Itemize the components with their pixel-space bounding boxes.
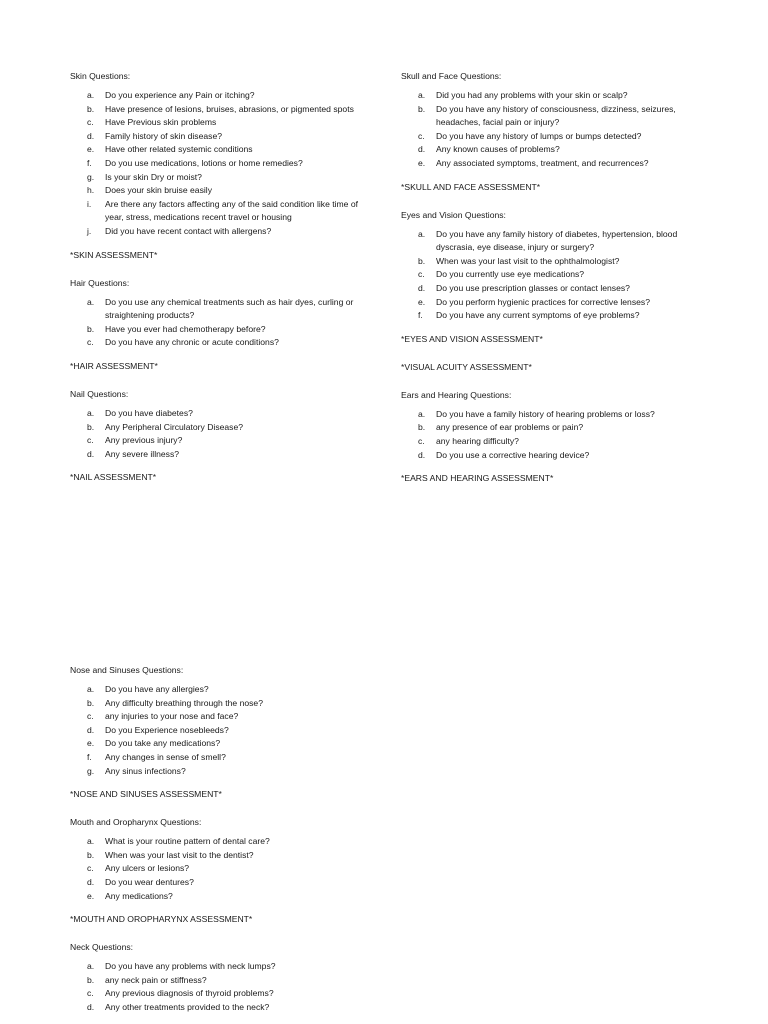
question-marker-text: d.: [87, 130, 95, 141]
question-marker: [70, 198, 105, 225]
question-text: Did you have recent contact with allergens?: [105, 225, 272, 236]
question-list: [401, 89, 691, 171]
question-item: [70, 143, 370, 157]
question-item: [401, 421, 691, 435]
question-marker: [70, 737, 105, 751]
question-text: Do you have any problems with neck lumps?: [105, 961, 276, 972]
question-marker: [70, 296, 105, 323]
right-column-top: [401, 70, 691, 485]
question-marker-text: a.: [87, 684, 95, 694]
question-marker-text: a.: [87, 90, 95, 100]
question-marker-text: b.: [87, 697, 95, 708]
question-marker: [401, 408, 436, 422]
skin-questions-section: [70, 70, 370, 262]
question-text: Any sinus infections?: [105, 765, 186, 776]
question-item: [401, 309, 691, 323]
assessment-label: *EARS AND HEARING ASSESSMENT*: [401, 473, 554, 484]
question-item: [70, 974, 370, 988]
assessment-label: *EYES AND VISION ASSESSMENT*: [401, 333, 543, 344]
question-list: [70, 296, 370, 350]
question-text: When was your last visit to the dentist?: [105, 849, 254, 860]
question-marker-text: d.: [87, 1001, 95, 1012]
question-text: Do you have any chronic or acute conditions?: [105, 337, 279, 348]
question-marker: [70, 157, 105, 171]
question-item: [70, 407, 370, 421]
question-text: Do you perform hygienic practices for corrective lenses?: [436, 296, 650, 307]
question-marker: [70, 421, 105, 435]
question-marker: [401, 449, 436, 463]
question-text: Any severe illness?: [105, 448, 180, 459]
question-text: Do you have any family history of diabetes, hypertension, blood dyscrasia, eye disease, injury or surgery?: [436, 228, 678, 253]
section-heading: Skin Questions:: [70, 71, 131, 81]
question-item: [70, 171, 370, 185]
question-item: [70, 765, 370, 779]
question-marker: [70, 336, 105, 350]
question-marker-text: b.: [87, 974, 95, 985]
question-marker-text: c.: [87, 117, 94, 128]
question-marker: [70, 849, 105, 863]
question-item: [70, 225, 370, 239]
question-text: Do you wear dentures?: [105, 876, 194, 887]
question-marker-text: g.: [87, 171, 95, 182]
question-marker-text: b.: [87, 421, 95, 432]
question-marker: [70, 448, 105, 462]
question-marker-text: g.: [87, 765, 95, 776]
question-item: [70, 198, 370, 225]
question-marker: [70, 765, 105, 779]
question-text: Have other related systemic conditions: [105, 144, 253, 155]
neck-questions-section: [70, 941, 370, 1014]
question-marker-text: a.: [87, 836, 95, 847]
question-text: Any ulcers or lesions?: [105, 863, 190, 874]
question-item: [70, 336, 370, 350]
question-item: [70, 296, 370, 323]
assessment-label: *MOUTH AND OROPHARYNX ASSESSMENT*: [70, 914, 253, 925]
question-text: Do you use any chemical treatments such as hair dyes, curling or straightening products?: [105, 296, 354, 321]
question-marker: [70, 987, 105, 1001]
question-list: [401, 408, 691, 462]
hair-questions-section: [70, 277, 370, 373]
skull-and-face-questions-section: [401, 70, 691, 194]
question-marker-text: c.: [87, 988, 94, 999]
question-text: Have you ever had chemotherapy before?: [105, 323, 266, 334]
question-text: any injuries to your nose and face?: [105, 711, 239, 722]
question-text: Any Peripheral Circulatory Disease?: [105, 421, 244, 432]
question-marker: [401, 282, 436, 296]
question-marker-text: a.: [87, 407, 95, 418]
question-marker-text: e.: [87, 144, 95, 155]
question-marker-text: a.: [418, 408, 426, 419]
question-marker-text: b.: [87, 323, 95, 334]
question-item: [70, 683, 370, 697]
section-heading: Mouth and Oropharynx Questions:: [70, 817, 202, 828]
question-marker: [70, 835, 105, 849]
question-marker-text: e.: [418, 296, 426, 307]
question-text: Do you have diabetes?: [105, 407, 193, 418]
question-marker-text: c.: [87, 337, 94, 348]
question-marker-text: a.: [87, 961, 95, 972]
question-marker-text: e.: [87, 890, 95, 901]
question-marker: [70, 103, 105, 117]
question-text: any presence of ear problems or pain?: [436, 422, 584, 433]
question-marker: [70, 130, 105, 144]
question-marker: [70, 89, 105, 103]
question-marker-text: d.: [418, 144, 426, 155]
left-column-top: [70, 70, 370, 484]
question-marker: [70, 724, 105, 738]
section-heading: Nail Questions:: [70, 388, 129, 399]
question-item: [70, 724, 370, 738]
question-text: Do you use medications, lotions or home remedies?: [105, 157, 303, 168]
question-item: [401, 255, 691, 269]
question-item: [70, 835, 370, 849]
question-marker-text: e.: [418, 157, 426, 168]
assessment-label: *HAIR ASSESSMENT*: [70, 360, 158, 371]
question-marker-text: f.: [87, 751, 92, 762]
question-marker-text: j.: [87, 225, 92, 236]
eyes-and-vision-questions-section: [401, 209, 691, 374]
question-item: [70, 184, 370, 198]
question-item: [70, 710, 370, 724]
question-marker: [70, 171, 105, 185]
question-marker: [70, 116, 105, 130]
question-marker: [70, 862, 105, 876]
section-heading: Nose and Sinuses Questions:: [70, 665, 184, 675]
question-marker-text: d.: [87, 724, 95, 735]
section-heading: Ears and Hearing Questions:: [401, 389, 512, 400]
question-item: [401, 103, 691, 130]
question-marker-text: f.: [418, 310, 423, 321]
question-marker: [70, 225, 105, 239]
question-text: Do you have any history of consciousness, dizziness, seizures, headaches, facial pain or injury?: [436, 103, 676, 128]
question-marker-text: a.: [418, 228, 426, 239]
section-heading: Neck Questions:: [70, 942, 134, 953]
question-marker-text: c.: [418, 130, 425, 141]
question-item: [70, 421, 370, 435]
question-text: Are there any factors affecting any of the said condition like time of year, stress, medications recent travel or housing: [105, 198, 359, 223]
question-marker: [401, 103, 436, 130]
question-marker: [70, 876, 105, 890]
question-text: Do you use a corrective hearing device?: [436, 449, 590, 460]
question-item: [401, 228, 691, 255]
question-text: Do you experience any Pain or itching?: [105, 90, 255, 100]
question-marker-text: f.: [87, 157, 92, 168]
question-marker-text: d.: [87, 448, 95, 459]
question-item: [70, 987, 370, 1001]
question-marker: [70, 890, 105, 904]
question-text: Family history of skin disease?: [105, 130, 223, 141]
question-marker-text: e.: [87, 738, 95, 749]
question-marker: [401, 421, 436, 435]
question-item: [70, 862, 370, 876]
question-marker: [401, 89, 436, 103]
question-marker: [401, 157, 436, 171]
question-marker: [401, 296, 436, 310]
section-heading: Hair Questions:: [70, 277, 130, 288]
question-list: [70, 683, 370, 778]
assessment-label: *NOSE AND SINUSES ASSESSMENT*: [70, 789, 222, 800]
question-marker: [70, 710, 105, 724]
question-marker-text: b.: [418, 103, 426, 114]
mouth-and-oropharynx-questions-section: [70, 816, 370, 926]
question-list: [70, 960, 370, 1014]
question-item: [70, 116, 370, 130]
question-item: [401, 408, 691, 422]
assessment-label-secondary: *VISUAL ACUITY ASSESSMENT*: [401, 361, 532, 372]
question-text: Does your skin bruise easily: [105, 185, 212, 196]
question-marker: [70, 407, 105, 421]
question-marker-text: d.: [87, 876, 95, 887]
question-marker-text: i.: [87, 198, 92, 209]
question-text: Do you have any allergies?: [105, 684, 209, 694]
question-text: Any known causes of problems?: [436, 144, 560, 155]
question-text: Have presence of lesions, bruises, abrasions, or pigmented spots: [105, 103, 354, 114]
question-item: [70, 890, 370, 904]
question-item: [70, 849, 370, 863]
question-marker: [70, 697, 105, 711]
question-item: [70, 876, 370, 890]
question-item: [70, 130, 370, 144]
question-list: [70, 407, 370, 461]
question-marker-text: a.: [87, 296, 95, 307]
question-text: When was your last visit to the ophthalmologist?: [436, 255, 620, 266]
question-marker-text: b.: [418, 255, 426, 266]
question-text: any hearing difficulty?: [436, 435, 519, 446]
question-marker-text: b.: [418, 422, 426, 433]
question-marker-text: c.: [418, 269, 425, 280]
question-marker: [401, 255, 436, 269]
question-text: Any previous injury?: [105, 435, 183, 446]
question-marker: [70, 974, 105, 988]
question-item: [70, 960, 370, 974]
question-text: Do you have any current symptoms of eye problems?: [436, 310, 640, 321]
question-text: Did you had any problems with your skin or scalp?: [436, 90, 628, 100]
question-item: [70, 1001, 370, 1015]
section-heading: Eyes and Vision Questions:: [401, 209, 506, 220]
question-marker: [70, 751, 105, 765]
question-text: Is your skin Dry or moist?: [105, 171, 202, 182]
question-marker: [70, 683, 105, 697]
question-list: [70, 835, 370, 903]
question-item: [70, 323, 370, 337]
question-list: [401, 228, 691, 323]
question-marker-text: a.: [418, 90, 426, 100]
question-marker-text: b.: [87, 849, 95, 860]
question-marker-text: d.: [418, 449, 426, 460]
question-item: [401, 157, 691, 171]
question-marker: [401, 435, 436, 449]
question-item: [401, 89, 691, 103]
question-text: Do you take any medications?: [105, 738, 221, 749]
question-item: [401, 435, 691, 449]
question-item: [70, 103, 370, 117]
question-marker: [70, 1001, 105, 1015]
question-item: [70, 697, 370, 711]
question-text: Any previous diagnosis of thyroid problems?: [105, 988, 274, 999]
question-text: Any changes in sense of smell?: [105, 751, 226, 762]
question-marker: [401, 130, 436, 144]
question-item: [401, 268, 691, 282]
question-marker: [401, 268, 436, 282]
question-marker: [70, 143, 105, 157]
assessment-label: *NAIL ASSESSMENT*: [70, 472, 157, 483]
section-heading: Skull and Face Questions:: [401, 71, 502, 81]
ears-and-hearing-questions-section: [401, 389, 691, 485]
question-marker: [70, 960, 105, 974]
question-marker-text: d.: [418, 282, 426, 293]
question-text: Do you Experience nosebleeds?: [105, 724, 229, 735]
question-text: What is your routine pattern of dental care?: [105, 836, 270, 847]
question-item: [401, 130, 691, 144]
left-column-bottom: [70, 664, 370, 1015]
question-marker: [401, 143, 436, 157]
question-item: [401, 296, 691, 310]
question-marker-text: b.: [87, 103, 95, 114]
question-item: [401, 282, 691, 296]
assessment-label: *SKIN ASSESSMENT*: [70, 249, 158, 260]
question-item: [401, 449, 691, 463]
question-item: [70, 89, 370, 103]
question-text: Any associated symptoms, treatment, and recurrences?: [436, 157, 649, 168]
question-text: Any difficulty breathing through the nose?: [105, 697, 263, 708]
question-marker-text: c.: [418, 435, 425, 446]
question-item: [70, 448, 370, 462]
nose-and-sinuses-questions-section: [70, 664, 370, 801]
question-marker: [70, 323, 105, 337]
question-text: any neck pain or stiffness?: [105, 974, 207, 985]
question-list: [70, 89, 370, 239]
question-marker-text: c.: [87, 435, 94, 446]
question-text: Any other treatments provided to the neck?: [105, 1001, 270, 1012]
question-marker-text: c.: [87, 863, 94, 874]
nail-questions-section: [70, 388, 370, 484]
question-marker: [70, 184, 105, 198]
question-item: [70, 751, 370, 765]
question-text: Do you currently use eye medications?: [436, 269, 585, 280]
question-item: [70, 737, 370, 751]
question-marker-text: h.: [87, 185, 95, 196]
question-marker-text: c.: [87, 711, 94, 722]
question-text: Do you have a family history of hearing problems or loss?: [436, 408, 655, 419]
question-text: Have Previous skin problems: [105, 117, 217, 128]
question-marker: [70, 434, 105, 448]
assessment-label: *SKULL AND FACE ASSESSMENT*: [401, 181, 541, 192]
question-text: Any medications?: [105, 890, 173, 901]
question-marker: [401, 228, 436, 255]
question-item: [401, 143, 691, 157]
question-item: [70, 157, 370, 171]
question-text: Do you use prescription glasses or contact lenses?: [436, 282, 630, 293]
question-marker: [401, 309, 436, 323]
question-item: [70, 434, 370, 448]
question-text: Do you have any history of lumps or bumps detected?: [436, 130, 642, 141]
